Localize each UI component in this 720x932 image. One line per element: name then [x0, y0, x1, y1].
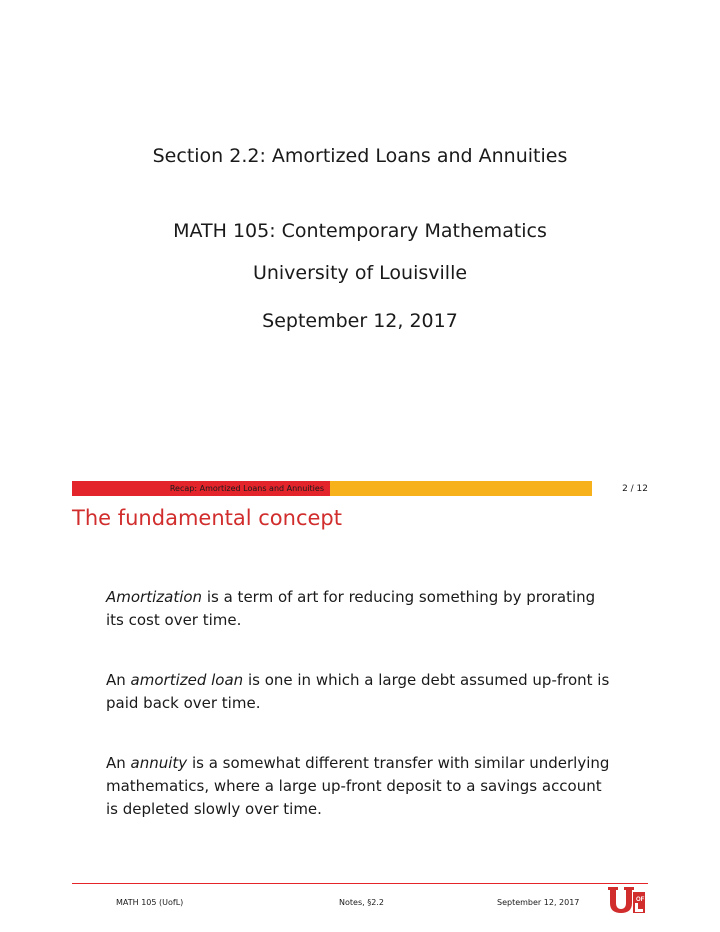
- paragraph-prefix: An: [106, 754, 131, 772]
- term-amortized-loan: amortized loan: [130, 671, 244, 689]
- footer-divider: [72, 883, 648, 884]
- header-bar-gold-segment: [330, 481, 592, 496]
- footer-title: Notes, §2.2: [339, 898, 384, 907]
- course-title: MATH 105: Contemporary Mathematics: [173, 220, 547, 242]
- paragraph-prefix: An: [106, 671, 131, 689]
- footer-author: MATH 105 (UofL): [116, 898, 184, 907]
- university-name: University of Louisville: [252, 262, 468, 284]
- term-annuity: annuity: [130, 754, 188, 772]
- page-number: 2 / 12: [622, 484, 648, 494]
- section-title: Section 2.2: Amortized Loans and Annuities: [152, 145, 568, 167]
- presentation-date: September 12, 2017: [262, 310, 458, 332]
- term-amortization: Amortization: [106, 588, 203, 606]
- header-section-label[interactable]: Recap: Amortized Loans and Annuities: [169, 484, 324, 493]
- header-bar-red-segment: [72, 481, 330, 496]
- paragraph-body: is one in which a large debt assumed up-front is paid back over time.: [106, 671, 610, 712]
- paragraph-amortized-loan: [106, 669, 616, 715]
- paragraph-annuity: [106, 752, 616, 821]
- paragraph-body: is a term of art for reducing something by prorating its cost over time.: [106, 588, 596, 629]
- uofl-logo-icon: [606, 886, 646, 914]
- paragraph-body: is a somewhat different transfer with similar underlying mathematics, where a large up-front deposit to a savings account is depleted slowly over time.: [106, 754, 610, 818]
- frame-title: The fundamental concept: [72, 506, 342, 530]
- footer-date: September 12, 2017: [497, 898, 580, 907]
- svg-text:OF: OF: [636, 897, 645, 903]
- paragraph-amortization: [106, 586, 616, 632]
- header-bar: [72, 481, 592, 496]
